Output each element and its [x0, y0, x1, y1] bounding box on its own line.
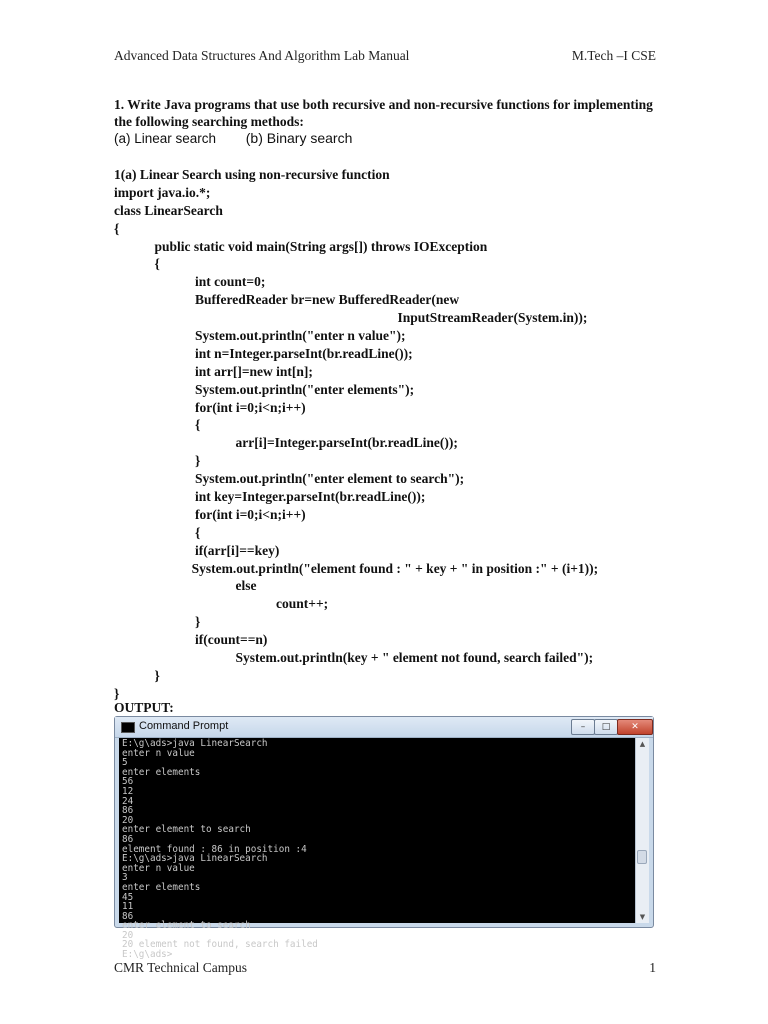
close-button[interactable]: ✕	[617, 719, 653, 735]
manual-title: Advanced Data Structures And Algorithm Lab Manual	[114, 48, 410, 63]
code-line: System.out.println(key + " element not found, search failed");	[114, 650, 594, 666]
console-line: 20 element not found, search failed	[122, 939, 318, 951]
console-line: enter element to search	[122, 824, 251, 836]
code-line: System.out.println("enter elements");	[114, 381, 415, 397]
task-statement: 1. Write Java programs that use both recursive and non-recursive functions for implementing the following searching methods:	[114, 97, 653, 129]
console-line: 5	[122, 757, 128, 769]
console-line: 24	[122, 795, 134, 807]
window-title: Command Prompt	[139, 720, 229, 732]
console-line: 3	[122, 872, 128, 884]
method-binary: (b) Binary search	[245, 130, 353, 146]
code-line: if(count==n)	[114, 632, 268, 648]
vertical-scrollbar[interactable]	[635, 738, 649, 923]
console-line: 86	[122, 910, 134, 922]
institution-name: CMR Technical Campus	[114, 960, 248, 975]
page-number: 1	[649, 960, 656, 975]
command-prompt-window	[114, 716, 654, 961]
console-line: E:\g\ads>java LinearSearch	[122, 738, 268, 749]
code-line: else	[114, 578, 257, 594]
code-line: int count=0;	[114, 274, 266, 290]
method-linear: (a) Linear search	[114, 131, 217, 146]
console-line: 45	[122, 891, 134, 903]
console-line: 86	[122, 805, 134, 817]
console-line: E:\g\ads>java LinearSearch	[122, 853, 268, 865]
code-line: }	[114, 667, 160, 683]
code-line: int arr[]=new int[n];	[114, 363, 313, 379]
code-line: for(int i=0;i<n;i++)	[114, 399, 306, 415]
console-icon	[121, 722, 135, 733]
scroll-up-icon[interactable]: ▲	[639, 740, 646, 748]
code-line: arr[i]=Integer.parseInt(br.readLine());	[114, 435, 458, 451]
console-line: enter element to search	[122, 920, 251, 932]
console-line: enter elements	[122, 881, 201, 893]
minimize-button[interactable]: –	[571, 719, 595, 735]
code-line: System.out.println("element found : " + key + " in position :" + (i+1));	[114, 560, 599, 576]
console-line: 12	[122, 785, 134, 797]
code-line: int n=Integer.parseInt(br.readLine());	[114, 345, 413, 361]
code-line: {	[114, 220, 120, 236]
console-line: element found : 86 in position :4	[122, 843, 307, 855]
window-titlebar[interactable]	[115, 717, 653, 738]
console-line: enter n value	[122, 862, 195, 874]
code-line: System.out.println("enter element to search");	[114, 471, 465, 487]
scroll-thumb[interactable]	[637, 850, 647, 864]
course-label: M.Tech –I CSE	[571, 48, 656, 63]
code-line: int key=Integer.parseInt(br.readLine());	[114, 489, 426, 505]
code-line: {	[114, 256, 160, 272]
code-line: System.out.println("enter n value");	[114, 328, 406, 344]
page-header	[114, 48, 656, 68]
console-line: E:\g\ads>	[122, 949, 173, 961]
console-line: 56	[122, 776, 134, 788]
console-line: enter n value	[122, 747, 195, 759]
code-line: }	[114, 685, 120, 701]
code-line: count++;	[114, 596, 329, 612]
page-footer	[114, 960, 656, 980]
code-line: BufferedReader br=new BufferedReader(new	[114, 292, 460, 308]
code-line: {	[114, 417, 201, 433]
code-line: import java.io.*;	[114, 184, 211, 200]
code-line: {	[114, 524, 201, 540]
code-line: class LinearSearch	[114, 202, 223, 218]
code-line: InputStreamReader(System.in));	[114, 310, 588, 326]
console-line: 20	[122, 814, 134, 826]
code-listing	[114, 166, 674, 703]
maximize-button[interactable]: □	[594, 719, 618, 735]
code-line: public static void main(String args[]) throws IOException	[114, 238, 488, 254]
code-line: for(int i=0;i<n;i++)	[114, 506, 306, 522]
output-label: OUTPUT:	[114, 700, 174, 715]
console-line: enter elements	[122, 766, 201, 778]
search-methods	[114, 130, 352, 146]
code-line: }	[114, 614, 201, 630]
console-line: 11	[122, 901, 134, 913]
console-line: 20	[122, 929, 134, 941]
code-line: }	[114, 453, 201, 469]
code-line: if(arr[i]==key)	[114, 542, 280, 558]
scroll-down-icon[interactable]: ▼	[639, 913, 646, 921]
code-line: 1(a) Linear Search using non-recursive function	[114, 167, 390, 182]
console-output[interactable]	[119, 738, 636, 961]
console-line: 86	[122, 833, 134, 845]
